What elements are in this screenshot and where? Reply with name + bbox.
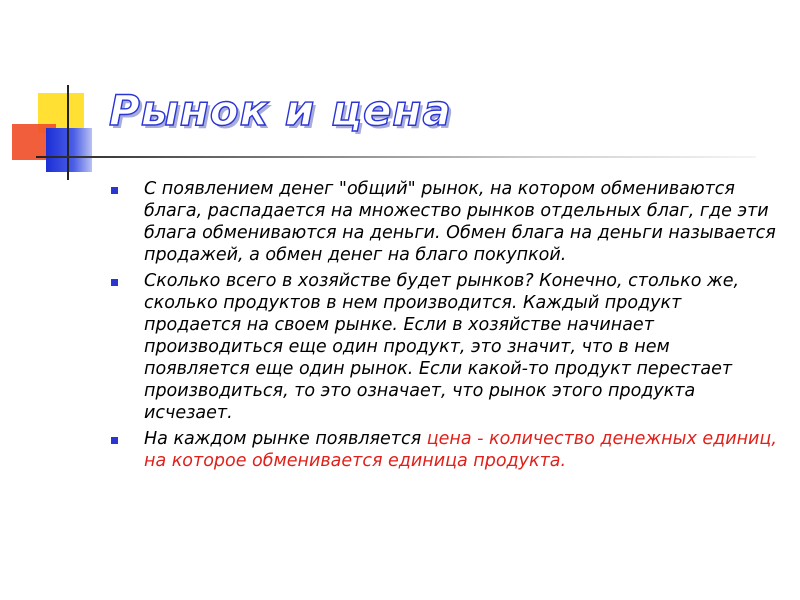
bullet-item bbox=[108, 270, 778, 424]
bullet-square-icon bbox=[111, 279, 118, 286]
bullet-text: С появлением денег "общий" рынок, на котором обмениваются блага, распадается на множество рынков отдельных благ, где эти блага обмениваются на деньги. Обмен блага на деньги называется продажей, а обмен денег на благо покупкой. bbox=[144, 179, 776, 265]
decor-vertical-line bbox=[67, 85, 69, 180]
bullet-text: Сколько всего в хозяйстве будет рынков? Конечно, столько же, сколько продуктов в нем производится. Каждый продукт продается на своем рынке. Если в хозяйстве начинает производиться еще один продукт, это значит, что в нем появляется еще один рынок. Если какой-то продукт перестает производиться, то это означает, что рынок этого продукта исчезает. bbox=[144, 271, 740, 423]
slide-title: Рынок и цена bbox=[109, 86, 452, 135]
decor-blue-square bbox=[46, 128, 92, 172]
bullet-text-prefix: На каждом рынке появляется bbox=[144, 429, 427, 449]
bullet-square-icon bbox=[111, 187, 118, 194]
bullet-square-icon bbox=[111, 437, 118, 444]
bullet-item bbox=[108, 178, 778, 266]
title-underline bbox=[36, 156, 756, 158]
price-definition-highlight: цена - количество денежных единиц, на которое обменивается единица продукта. bbox=[144, 429, 777, 471]
bullet-item bbox=[108, 428, 778, 472]
bullet-list bbox=[108, 178, 778, 476]
